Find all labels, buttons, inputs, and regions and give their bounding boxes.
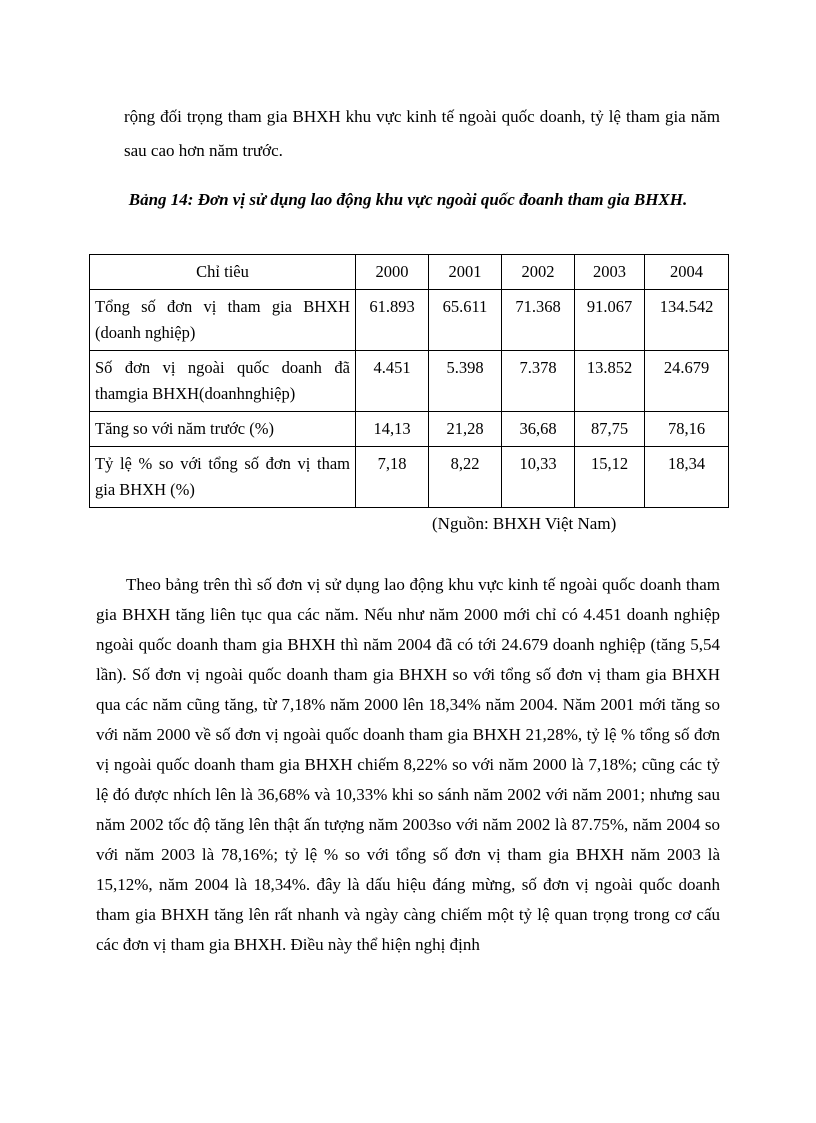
table-cell: 15,12 xyxy=(575,447,645,508)
header-cell-year: 2003 xyxy=(575,255,645,290)
table-cell: 14,13 xyxy=(356,412,429,447)
table-header-row xyxy=(90,255,729,290)
table-row xyxy=(90,412,729,447)
row-label: Số đơn vị ngoài quốc doanh đã thamgia BHXH(doanhnghiệp) xyxy=(90,351,356,412)
table-cell: 87,75 xyxy=(575,412,645,447)
table-row xyxy=(90,290,729,351)
source-note: (Nguồn: BHXH Việt Nam) xyxy=(432,514,617,533)
table-cell: 13.852 xyxy=(575,351,645,412)
table-row xyxy=(90,447,729,508)
table-cell: 7.378 xyxy=(502,351,575,412)
row-label: Tăng so với năm trước (%) xyxy=(90,412,356,447)
data-table xyxy=(89,254,729,508)
table-row xyxy=(90,351,729,412)
header-cell-year: 2000 xyxy=(356,255,429,290)
table-cell: 8,22 xyxy=(429,447,502,508)
table-cell: 24.679 xyxy=(645,351,729,412)
table-cell: 10,33 xyxy=(502,447,575,508)
table-cell: 134.542 xyxy=(645,290,729,351)
table-cell: 4.451 xyxy=(356,351,429,412)
table-cell: 21,28 xyxy=(429,412,502,447)
table-cell: 18,34 xyxy=(645,447,729,508)
table-cell: 91.067 xyxy=(575,290,645,351)
table-cell: 71.368 xyxy=(502,290,575,351)
header-cell-year: 2002 xyxy=(502,255,575,290)
header-cell-indicator: Chỉ tiêu xyxy=(90,255,356,290)
body-paragraph: Theo bảng trên thì số đơn vị sử dụng lao động khu vực kinh tế ngoài quốc doanh tham gia BHXH tăng liên tục qua các năm. Nếu như năm 2000 mới chỉ có 4.451 doanh nghiệp ngoài quốc doanh tham gia BHXH thì năm 2004 đã có tới 24.679 doanh nghiệp (tăng 5,54 lần). Số đơn vị ngoài quốc doanh tham gia BHXH so với tổng số đơn vị tham gia BHXH qua các năm cũng tăng, từ 7,18% năm 2000 lên 18,34% năm 2004. Năm 2001 mới tăng so với năm 2000 về số đơn vị ngoài quốc doanh tham gia BHXH 21,28%, tỷ lệ % tổng số đơn vị ngoài quốc doanh tham gia BHXH chiếm 8,22% so với năm 2000 là 7,18%; cũng các tỷ lệ đó được nhích lên là 36,68% và 10,33% khi so sánh năm 2002 với năm 2001; nhưng sau năm 2002 tốc độ tăng lên thật ấn tượng năm 2003so với năm 2002 là 87.75%, năm 2004 so với năm 2003 là 78,16%; tỷ lệ % so với tổng số đơn vị tham gia BHXH năm 2003 là 15,12%, năm 2004 là 18,34%. đây là dấu hiệu đáng mừng, số đơn vị ngoài quốc doanh tham gia BHXH tăng lên rất nhanh và ngày càng chiếm một tỷ lệ quan trọng trong cơ cấu các đơn vị tham gia BHXH. Điều này thể hiện nghị định xyxy=(96,575,720,954)
table-cell: 7,18 xyxy=(356,447,429,508)
row-label: Tỷ lệ % so với tổng số đơn vị tham gia BHXH (%) xyxy=(90,447,356,508)
table-cell: 65.611 xyxy=(429,290,502,351)
table-caption: Bảng 14: Đơn vị sử dụng lao động khu vực ngoài quốc đoanh tham gia BHXH. xyxy=(128,190,688,209)
table-cell: 36,68 xyxy=(502,412,575,447)
table-cell: 5.398 xyxy=(429,351,502,412)
header-cell-year: 2004 xyxy=(645,255,729,290)
table-cell: 78,16 xyxy=(645,412,729,447)
intro-paragraph: rộng đối trọng tham gia BHXH khu vực kinh tế ngoài quốc doanh, tỷ lệ tham gia năm sau cao hơn năm trước. xyxy=(124,107,720,160)
row-label: Tổng số đơn vị tham gia BHXH (doanh nghiệp) xyxy=(90,290,356,351)
table-cell: 61.893 xyxy=(356,290,429,351)
header-cell-year: 2001 xyxy=(429,255,502,290)
